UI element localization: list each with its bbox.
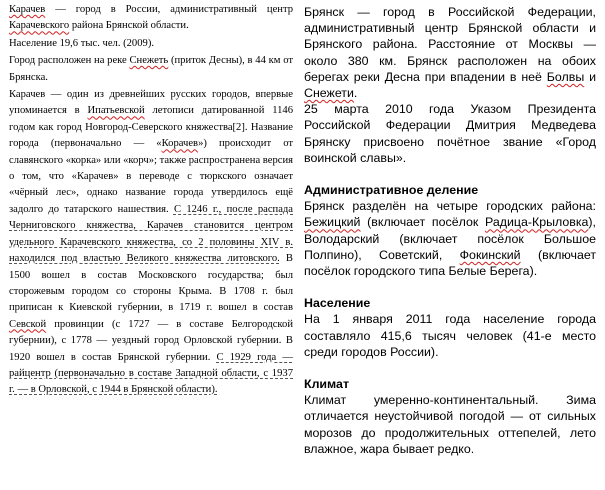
spacer [304, 360, 596, 376]
paragraph-admin-division [304, 198, 596, 279]
paragraph-history [9, 87, 293, 399]
spellcheck-flagged-word: Снежети [304, 86, 354, 101]
spellcheck-flagged-word: Карачевского [9, 20, 70, 32]
marked-text: С 1929 года — райцентр (первоначально в составе Западной области, с 1937 г. — в Орловской, с 1944 в Брянской области). [9, 351, 293, 396]
heading-climate: Климат [304, 377, 350, 392]
text-run: На 1 января 2011 года население города составляло 415,6 тысяч человек (41-е место среди городов России). [304, 312, 596, 359]
text-run: ), Володарский (включает посёлок Большое Полпино), Советский, [304, 215, 596, 262]
spellcheck-flagged-word: Ипатьевской [87, 105, 145, 117]
paragraph-military-glory [304, 101, 596, 166]
spellcheck-flagged-word: Снежеть [129, 55, 169, 67]
paragraph-bryansk-intro [304, 4, 596, 101]
heading-admin-division: Административное деление [304, 183, 479, 198]
text-run: (включает посёлок [360, 215, 485, 230]
text-run: Население 19,6 тыс. чел. (2009). [9, 37, 155, 49]
left-column [9, 2, 293, 400]
text-run: — город в России, административный центр [45, 4, 293, 15]
text-run: летописи датированной 1146 годом как город Новгород-Северского княжества[2]. Название города (первоначально — « [9, 105, 294, 150]
text-run: Город расположен на реке [9, 55, 130, 67]
heading-population: Население [304, 296, 371, 311]
text-run: Климат умеренно-континентальный. Зима отличается неустойчивой погодой — от сильных морозов до продолжительных оттепелей, лето влажное, жара бывает редко. [304, 393, 596, 456]
paragraph-population [9, 36, 293, 52]
spellcheck-flagged-word: Карачев [9, 4, 46, 15]
spellcheck-flagged-word: Болвы [546, 69, 585, 84]
text-run: . [353, 86, 358, 101]
text-run: Карачев — один из древнейших русских городов, впервые упоминается в [9, 89, 293, 117]
text-run: провинции (с 1727 — в составе Белгородской губернии), с 1778 — уездный город Орловской губернии. В 1920 вошел в состав Брянской губернии. [9, 318, 293, 363]
spacer [304, 166, 596, 182]
spellcheck-flagged-word: Фокинский [459, 247, 521, 262]
paragraph-climate [304, 392, 596, 457]
text-run: В 1500 вошел в состав Московского государства; был сторожевым городом со стороны Крыма. В 1708 г. был приписан к Киевской губернии, в 1719 г. вошел в состав [9, 253, 293, 314]
text-run: (включает посёлок городского типа Белые Берега). [304, 247, 596, 279]
spellcheck-flagged-word: Севской [9, 318, 47, 330]
spellcheck-flagged-word: Бежицкий [304, 215, 361, 230]
marked-text: С 1246 г., после распада Черниговского княжества, Карачев становится центром удельного Карачевского княжества, со 2 половины XIV в. находился под властью Великого княжества литовского. [9, 203, 293, 265]
spellcheck-flagged-word: Радица-Крыловка [484, 215, 589, 230]
spellcheck-flagged-word: Корачев [161, 138, 199, 150]
text-run: и [584, 69, 596, 84]
text-run: Брянск — город в Российской Федерации, административный центр Брянской области и Брянского района. Расстояние от Москвы — около 380 км. Брянск расположен на обоих берегах реки Десна при впадении в неё [304, 5, 596, 84]
text-run: (приток Десны), в 44 км от Брянска. [9, 55, 293, 83]
paragraph-population-bryansk [304, 311, 596, 360]
text-run: Брянск разделён на четыре городских района: [304, 199, 596, 214]
paragraph-location [9, 53, 293, 86]
text-run: ») происходит от славянского «корка» или «корч»; также распространена версия о том, что «Карачев» в переводе с тюркского означает «чёрный лес», однако название города утвердилось ещё задолго до татарского нашествия. [9, 138, 293, 215]
text-run: 25 марта 2010 года Указом Президента Российской Федерации Дмитрия Медведева Брянску присвоено почётное звание «Город воинской славы». [304, 102, 596, 165]
paragraph-karachev-intro [9, 2, 293, 35]
spacer [304, 279, 596, 295]
text-run: района Брянской области. [69, 20, 189, 32]
right-column [304, 4, 596, 457]
